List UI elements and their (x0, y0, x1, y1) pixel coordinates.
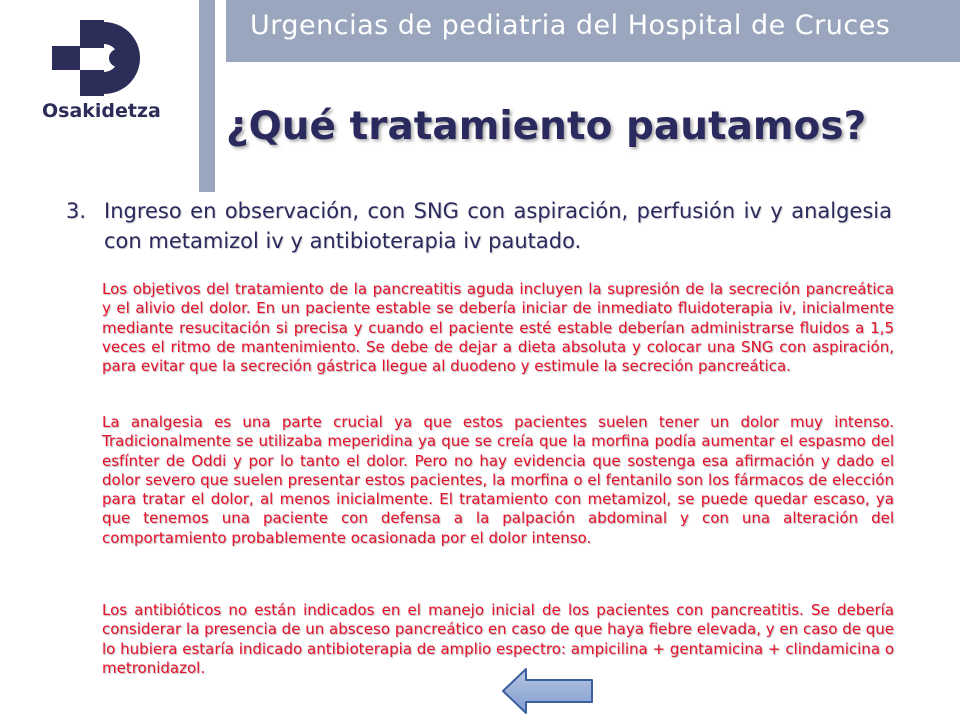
header-band (226, 0, 960, 62)
arrow-left-icon[interactable] (500, 666, 596, 716)
back-button[interactable] (500, 666, 596, 720)
numbered-point (66, 196, 892, 256)
paragraph-objectives: Los objetivos del tratamiento de la pancreatitis aguda incluyen la supresión de la secreción pancreática y el alivio del dolor. En un paciente estable se debería iniciar de inmediato fluidoterapia iv, inicialmente mediante resucitación si precisa y cuando el paciente esté estable deberían administrarse fluidos a 1,5 veces el ritmo de mantenimiento. Se debe de dejar a dieta absoluta y colocar una SNG con aspiración, para evitar que la secreción gástrica llegue al duodeno y estimule la secreción pancreática. (102, 280, 894, 376)
header-title: Urgencias de pediatria del Hospital de Cruces (250, 10, 891, 41)
logo-text: Osakidetza (42, 100, 161, 122)
paragraph-antibiotics: Los antibióticos no están indicados en el manejo inicial de los pacientes con pancreatitis. Se debería considerar la presencia de un absceso pancreático en caso de que haya fiebre elevada, y en caso de que lo hubiera estaría indicado antibioterapia de amplio espectro: ampicilina + gentamicina + clindamicina o metronidazol. (102, 601, 894, 677)
vertical-accent-bar (199, 0, 215, 192)
point-number: 3. (66, 199, 87, 223)
osakidetza-emblem-icon (52, 20, 142, 96)
point-text: Ingreso en observación, con SNG con aspiración, perfusión iv y analgesia con metamizol iv y antibioterapia iv pautado. (104, 199, 892, 253)
slide-title: ¿Qué tratamiento pautamos? (226, 104, 867, 149)
osakidetza-logo (20, 12, 190, 132)
paragraph-analgesia: La analgesia es una parte crucial ya que estos pacientes suelen tener un dolor muy intenso. Tradicionalmente se utilizaba meperidina ya que se creía que la morfina podía aumentar el espasmo del esfínter de Oddi y por lo tanto el dolor. Pero no hay evidencia que sostenga esa afirmación y dado el dolor severo que suelen presentar estos pacientes, la morfina o el fentanilo son los fármacos de elección para tratar el dolor, al menos inicialmente. El tratamiento con metamizol, se puede quedar escaso, ya que tenemos una paciente con defensa a la palpación abdominal y con una alteración del comportamiento probablemente ocasionada por el dolor intenso. (102, 413, 894, 547)
